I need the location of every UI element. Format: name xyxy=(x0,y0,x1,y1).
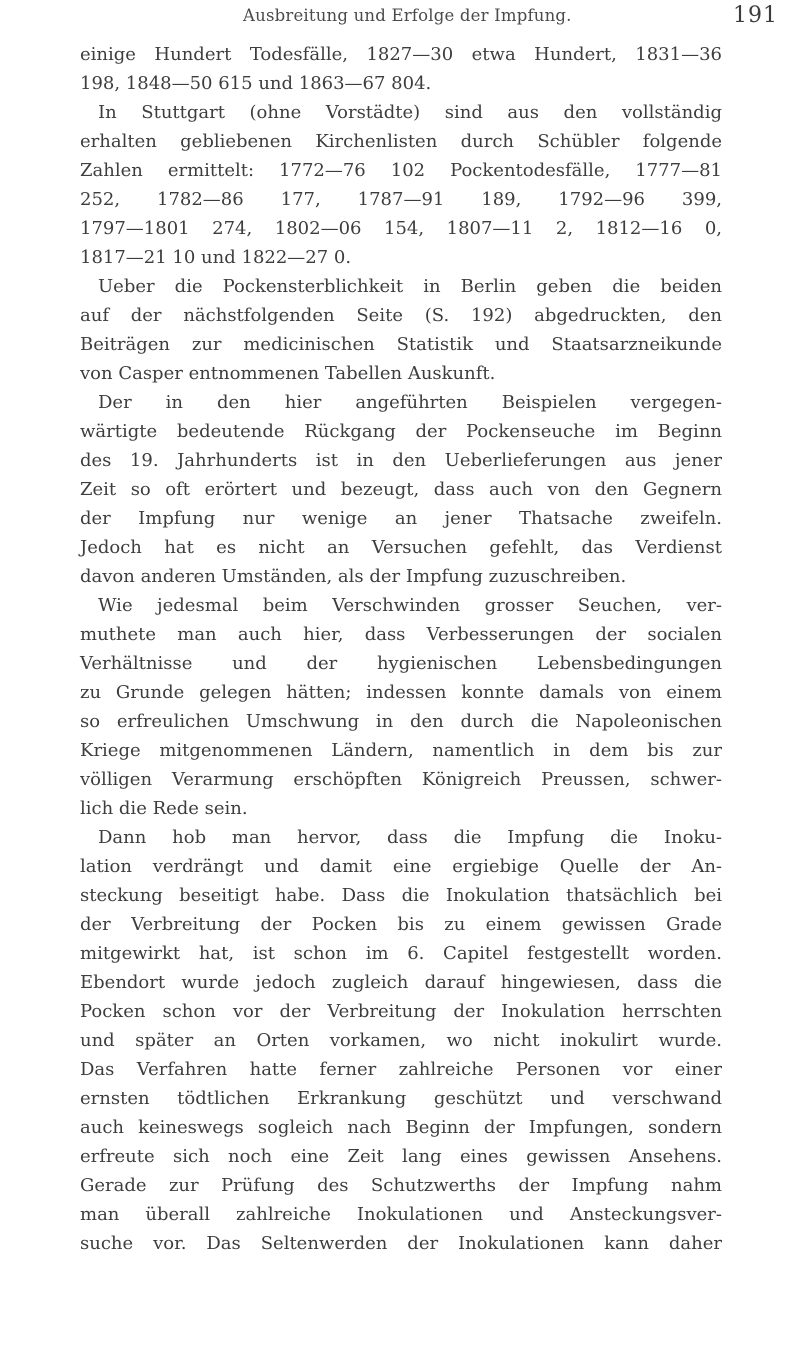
text-line-29: lation verdrängt und damit eine ergiebige Quelle der An- xyxy=(80,856,722,877)
text-line-8: 1817—21 10 und 1822—27 0. xyxy=(80,247,352,268)
text-line-10: auf der nächstfolgenden Seite (S. 192) abgedruckten, den xyxy=(80,305,722,326)
text-line-24: so erfreulichen Umschwung in den durch die Napoleonischen xyxy=(80,711,722,732)
text-line-22: Verhältnisse und der hygienischen Lebensbedingungen xyxy=(80,653,722,674)
text-line-31: der Verbreitung der Pocken bis zu einem gewissen Grade xyxy=(80,914,722,935)
text-line-13: Der in den hier angeführten Beispielen vergegen- xyxy=(98,392,722,413)
text-line-39: erfreute sich noch eine Zeit lang eines gewissen Ansehens. xyxy=(80,1146,722,1167)
page-number: 191 xyxy=(733,3,778,28)
text-line-15: des 19. Jahrhunderts ist in den Ueberlieferungen aus jener xyxy=(80,450,722,471)
text-line-26: völligen Verarmung erschöpften Königreich Preussen, schwer- xyxy=(80,769,722,790)
text-line-7: 1797—1801 274, 1802—06 154, 1807—11 2, 1812—16 0, xyxy=(80,218,722,239)
text-line-5: Zahlen ermittelt: 1772—76 102 Pockentodesfälle, 1777—81 xyxy=(80,160,722,181)
text-line-35: und später an Orten vorkamen, wo nicht inokulirt wurde. xyxy=(80,1030,722,1051)
text-line-23: zu Grunde gelegen hätten; indessen konnte damals von einem xyxy=(80,682,722,703)
text-line-32: mitgewirkt hat, ist schon im 6. Capitel festgestellt worden. xyxy=(80,943,722,964)
text-line-12: von Casper entnommenen Tabellen Auskunft. xyxy=(80,363,496,384)
text-line-38: auch keineswegs sogleich nach Beginn der Impfungen, sondern xyxy=(80,1117,722,1138)
text-line-18: Jedoch hat es nicht an Versuchen gefehlt, das Verdienst xyxy=(80,537,722,558)
text-line-30: steckung beseitigt habe. Dass die Inokulation thatsächlich bei xyxy=(80,885,722,906)
text-line-21: muthete man auch hier, dass Verbesserungen der socialen xyxy=(80,624,722,645)
text-line-14: wärtigte bedeutende Rückgang der Pockenseuche im Beginn xyxy=(80,421,722,442)
text-line-25: Kriege mitgenommenen Ländern, namentlich in dem bis zur xyxy=(80,740,722,761)
text-line-9: Ueber die Pockensterblichkeit in Berlin geben die beiden xyxy=(98,276,722,297)
text-line-37: ernsten tödtlichen Erkrankung geschützt und verschwand xyxy=(80,1088,722,1109)
text-line-6: 252, 1782—86 177, 1787—91 189, 1792—96 399, xyxy=(80,189,722,210)
running-title: Ausbreitung und Erfolge der Impfung. xyxy=(243,6,572,25)
text-line-19: davon anderen Umständen, als der Impfung zuzuschreiben. xyxy=(80,566,627,587)
text-line-40: Gerade zur Prüfung des Schutzwerths der Impfung nahm xyxy=(80,1175,722,1196)
text-line-2: 198, 1848—50 615 und 1863—67 804. xyxy=(80,73,432,94)
text-line-28: Dann hob man hervor, dass die Impfung die Inoku- xyxy=(98,827,722,848)
running-head xyxy=(0,0,800,28)
text-line-34: Pocken schon vor der Verbreitung der Inokulation herrschten xyxy=(80,1001,722,1022)
text-line-42: suche vor. Das Seltenwerden der Inokulationen kann daher xyxy=(80,1233,722,1254)
text-line-3: In Stuttgart (ohne Vorstädte) sind aus den vollständig xyxy=(98,102,722,123)
text-line-33: Ebendort wurde jedoch zugleich darauf hingewiesen, dass die xyxy=(80,972,722,993)
text-line-17: der Impfung nur wenige an jener Thatsache zweifeln. xyxy=(80,508,722,529)
text-line-27: lich die Rede sein. xyxy=(80,798,248,819)
text-line-36: Das Verfahren hatte ferner zahlreiche Personen vor einer xyxy=(80,1059,722,1080)
text-line-16: Zeit so oft erörtert und bezeugt, dass auch von den Gegnern xyxy=(80,479,722,500)
text-line-11: Beiträgen zur medicinischen Statistik und Staatsarzneikunde xyxy=(80,334,722,355)
text-line-4: erhalten gebliebenen Kirchenlisten durch Schübler folgende xyxy=(80,131,722,152)
text-line-41: man überall zahlreiche Inokulationen und Ansteckungsver- xyxy=(80,1204,722,1225)
text-line-20: Wie jedesmal beim Verschwinden grosser Seuchen, ver- xyxy=(98,595,722,616)
text-line-1: einige Hundert Todesfälle, 1827—30 etwa Hundert, 1831—36 xyxy=(80,44,722,65)
